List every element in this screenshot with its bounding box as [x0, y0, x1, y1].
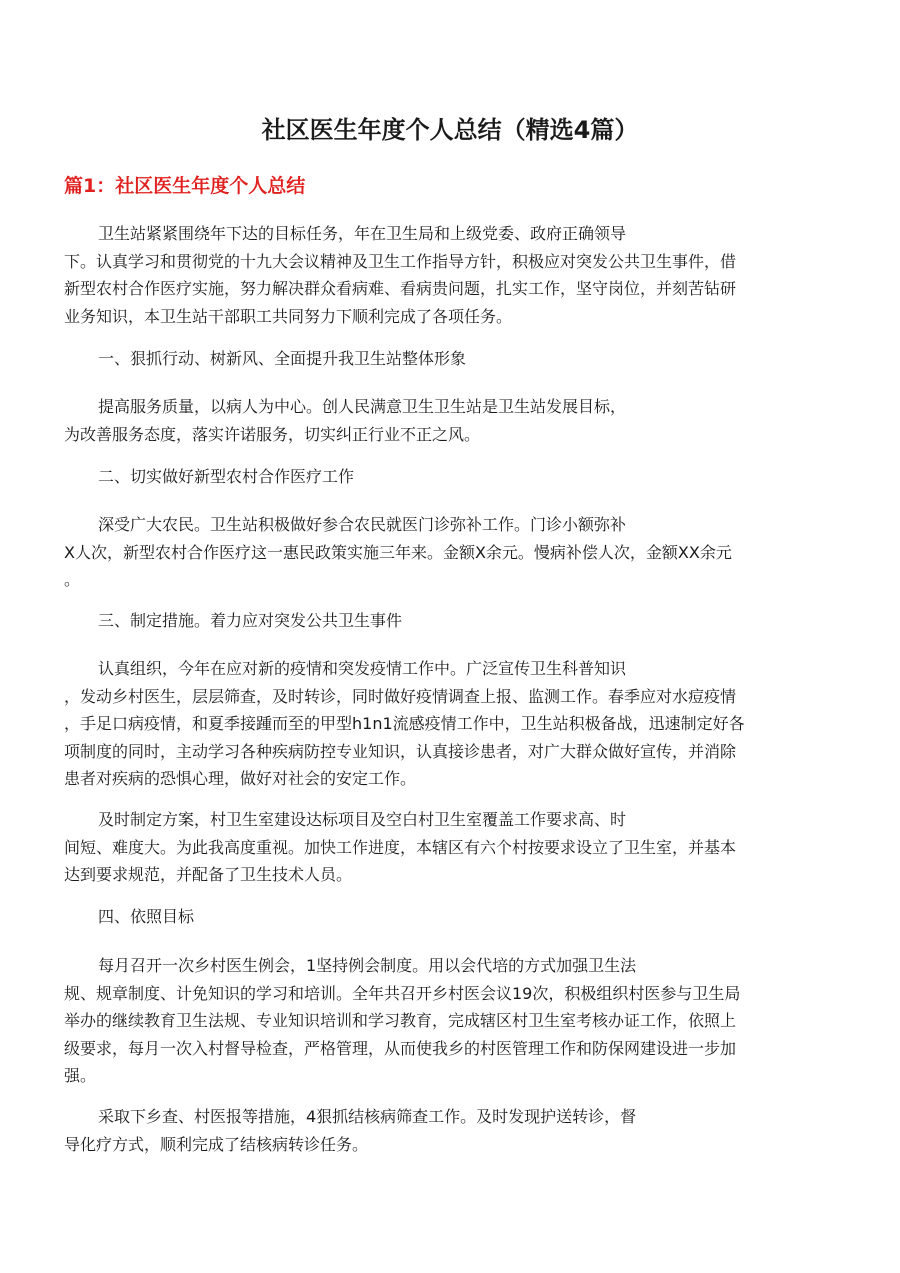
- text-line: 规、规章制度、计免知识的学习和培训。全年共召开乡村医会议19次，积极组织村医参与卫生局: [64, 983, 741, 1003]
- subheading-two: [64, 463, 834, 491]
- text-line: ，手足口病疫情，和夏季接踵而至的甲型h1n1流感疫情工作中，卫生站积极备战，迅速制定好各: [64, 714, 745, 733]
- text-line: 二、切实做好新型农村合作医疗工作: [98, 467, 355, 486]
- text-line: 为改善服务态度，落实许诺服务，切实纠正行业不正之风。: [64, 424, 481, 444]
- text-line: 业务知识，本卫生站干部职工共同努力下顺利完成了各项任务。: [64, 306, 513, 326]
- text-line: 举办的继续教育卫生法规、专业知识培训和学习教育，完成辖区村卫生室考核办证工作，依照上: [64, 1011, 737, 1030]
- paragraph-clinic-construction: [64, 806, 834, 889]
- text-line: 级要求，每月一次入村督导检查，严格管理，从而使我乡的村医管理工作和防保网建设进一步加: [64, 1038, 737, 1058]
- text-line: 认真组织，今年在应对新的疫情和突发疫情工作中。广泛宣传卫生科普知识: [98, 659, 627, 678]
- text-line: ，发动乡村医生，层层筛查，及时转诊，同时做好疫情调查上报、监测工作。春季应对水痘疫情: [64, 686, 737, 706]
- text-line: 每月召开一次乡村医生例会，1坚持例会制度。用以会代培的方式加强卫生法: [98, 956, 637, 975]
- paragraph-intro: [64, 220, 834, 330]
- text-line: 间短、难度大。为此我高度重视。加快工作进度，本辖区有六个村按要求设立了卫生室，并基本: [64, 837, 737, 857]
- text-line: 三、制定措施。着力应对突发公共卫生事件: [98, 611, 403, 630]
- text-line: 卫生站紧紧围绕年下达的目标任务，年在卫生局和上级党委、政府正确领导: [98, 224, 627, 243]
- paragraph-cooperative: [64, 511, 834, 594]
- text-line: 项制度的同时，主动学习各种疾病防控专业知识，认真接诊患者，对广大群众做好宣传，并消除: [64, 741, 737, 761]
- section-heading: 篇1：社区医生年度个人总结: [64, 175, 306, 197]
- text-line: 一、狠抓行动、树新风、全面提升我卫生站整体形象: [98, 349, 467, 368]
- text-line: 及时制定方案，村卫生室建设达标项目及空白村卫生室覆盖工作要求高、时: [98, 810, 627, 829]
- text-line: 新型农村合作医疗实施，努力解决群众看病难、看病贵问题，扎实工作，坚守岗位，并刻苦钻研: [64, 279, 737, 298]
- paragraph-village-doctors: [64, 952, 834, 1090]
- text-line: X人次，新型农村合作医疗这一惠民政策实施三年来。金额X余元。慢病补偿人次，金额XX余元: [64, 542, 732, 562]
- document-title: 社区医生年度个人总结（精选4篇）: [261, 116, 639, 144]
- subheading-one: [64, 345, 834, 373]
- text-line: 强。: [64, 1066, 97, 1085]
- paragraph-epidemic: [64, 655, 834, 793]
- text-line: 导化疗方式，顺利完成了结核病转诊任务。: [64, 1134, 369, 1154]
- text-line: 达到要求规范，并配备了卫生技术人员。: [64, 865, 353, 884]
- text-line: 。: [64, 570, 81, 589]
- paragraph-tuberculosis: [64, 1103, 834, 1158]
- text-line: 患者对疾病的恐惧心理，做好对社会的安定工作。: [64, 769, 417, 788]
- text-line: 提高服务质量，以病人为中心。创人民满意卫生卫生站是卫生站发展目标，: [98, 397, 627, 416]
- text-line: 下。认真学习和贯彻党的十九大会议精神及卫生工作指导方针，积极应对突发公共卫生事件，借: [64, 251, 737, 271]
- text-line: 四、依照目标: [98, 907, 195, 926]
- text-line: 采取下乡查、村医报等措施，4狠抓结核病筛查工作。及时发现护送转诊，督: [98, 1107, 637, 1126]
- subheading-three: [64, 607, 834, 635]
- paragraph-service: [64, 393, 834, 448]
- text-line: 深受广大农民。卫生站积极做好参合农民就医门诊弥补工作。门诊小额弥补: [98, 515, 627, 534]
- subheading-four: [64, 903, 834, 931]
